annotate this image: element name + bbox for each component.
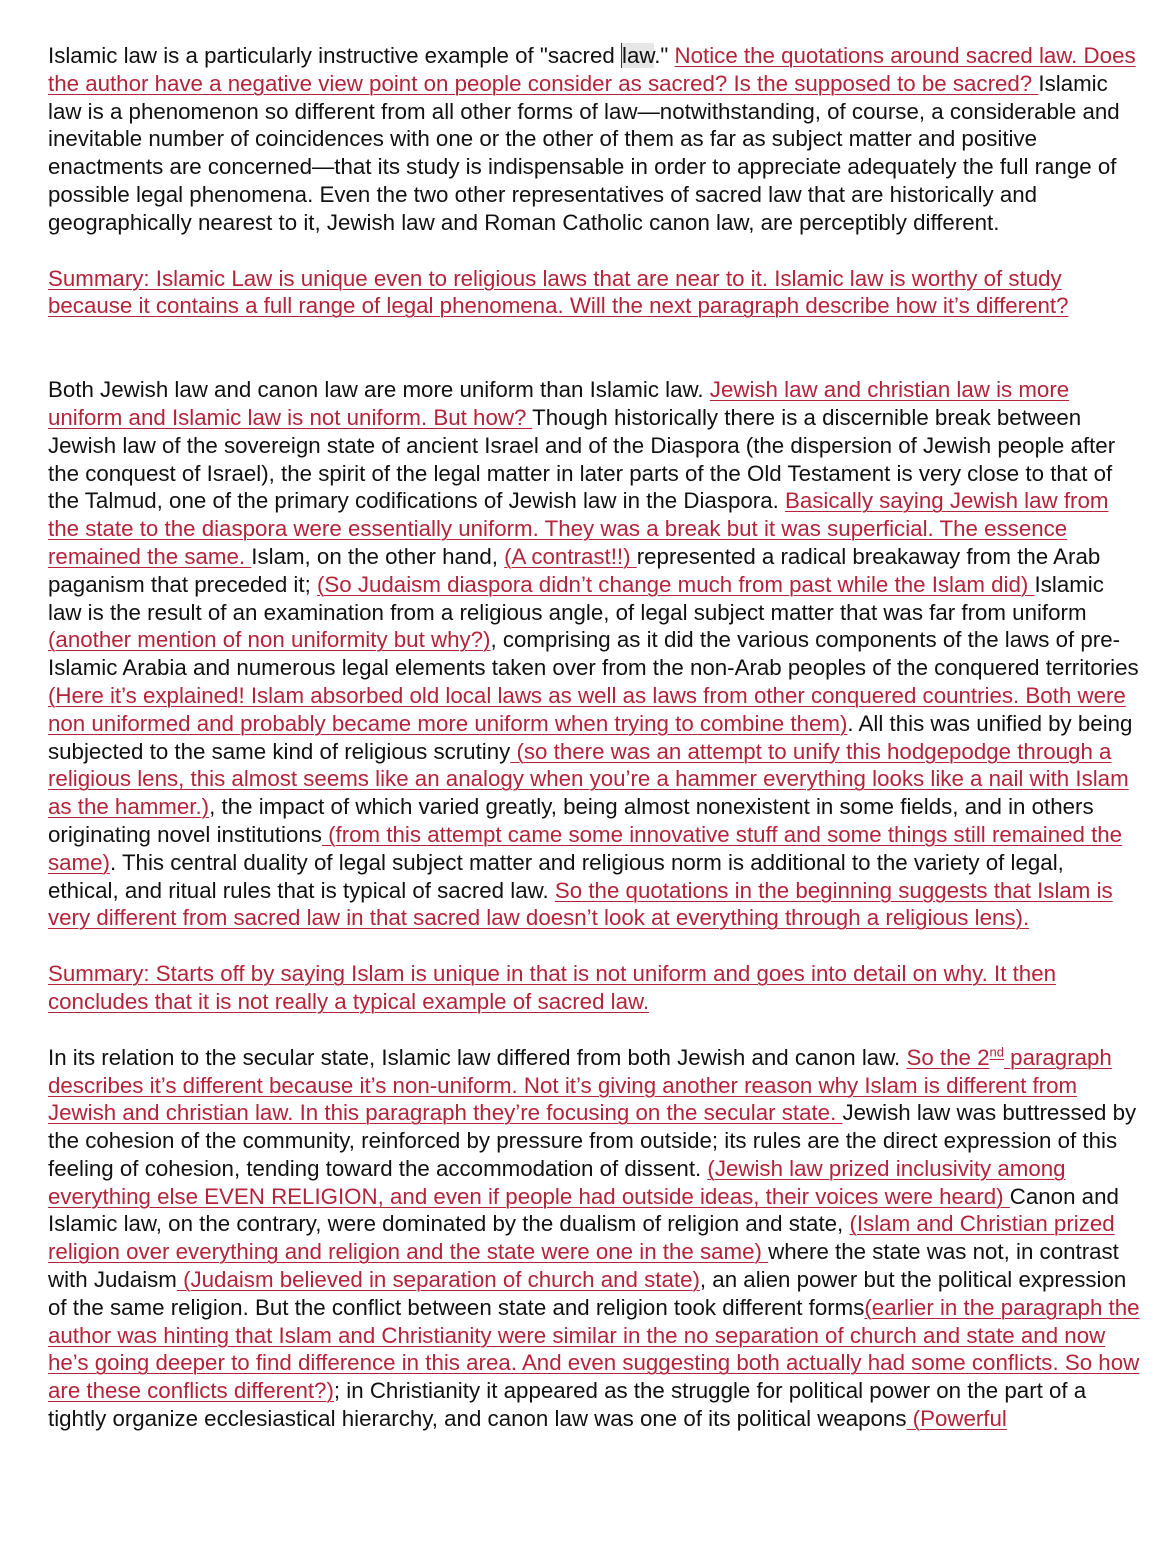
annotation-text: (another mention of non uniformity but why?)	[48, 627, 491, 653]
annotation-text: (earlier in the paragraph the author was hinting that Islam and Christianity were similar in the no separation of church and state and now he’s going deeper to find difference in this area. And even suggesting both actually had some conflicts. So how are these conflicts different?)	[48, 1294, 1140, 1404]
annotation-text: (Jewish law prized inclusivity among everything else EVEN RELIGION, and even if people had outside ideas, their voices were heard)	[48, 1155, 1066, 1209]
cursor-highlight: law	[621, 43, 655, 68]
annotation-text: Jewish law and christian law is more uniform and Islamic law is not uniform. But how?	[48, 377, 1070, 430]
body-text: Islamic law is a phenomenon so different from all other forms of law—notwithstanding, of course, a considerable and inevitable number of coincidences with one or the other of them as far as subject matter and positive enactments are concerned—that its study is indispensable in order to appreciate adequately the full range of possible legal phenomena. Even the two other representatives of sacred law that are historically and geographically nearest to it, Jewish law and Roman Catholic canon law, are perceptibly different.	[48, 70, 1120, 235]
summary-1	[48, 265, 1140, 321]
body-text: where the state was not, in contrast with Judaism	[48, 1239, 1119, 1293]
body-text: In its relation to the secular state, Islamic law differed from both Jewish and canon law.	[48, 1044, 907, 1070]
spacer	[48, 1016, 1140, 1044]
body-text: . All this was unified by being subjected to the same kind of religious scrutiny	[48, 710, 1133, 764]
body-text: , an alien power but the political expression of the same religion. But the conflict between state and religion took different forms	[48, 1267, 1127, 1320]
summary-2	[48, 960, 1140, 1016]
body-text: represented a radical breakaway from the Arab paganism that preceded it;	[48, 543, 1101, 597]
annotation-text: paragraph describes it’s different because it’s non-uniform. Not it’s giving another reason why Islam is different from Jewish and christian law. In this paragraph they’re focusing on the secular state.	[48, 1044, 1112, 1126]
spacer	[48, 237, 1140, 265]
body-text: Canon and Islamic law, on the contrary, were dominated by the dualism of religion and state,	[48, 1183, 1119, 1237]
annotation-text: (Here it’s explained! Islam absorbed old local laws as well as laws from other conquered countries. Both were non uniformed and probably became more uniform when trying to combine them)	[48, 682, 1126, 736]
body-text: , comprising as it did the various components of the laws of pre-Islamic Arabia and numerous legal elements taken over from the non-Arab peoples of the conquered territories	[48, 627, 1139, 681]
paragraph-1	[48, 42, 1140, 237]
spacer	[48, 932, 1140, 960]
annotation-text: Notice the quotations around sacred law. Does the author have a negative view point on people consider as sacred? Is the supposed to be sacred?	[48, 43, 1136, 96]
annotation-text: (so there was an attempt to unify this hodgepodge through a religious lens, this almost seems like an analogy when you’re a hammer everything looks like a nail with Islam as the hammer.)	[48, 738, 1129, 820]
document-page	[48, 42, 1140, 1433]
annotation-text: Summary: Starts off by saying Islam is unique in that is not uniform and goes into detail on why. It then concludes that it is not really a typical example of sacred law.	[48, 961, 1057, 1014]
annotation-text: (from this attempt came some innovative stuff and some things still remained the same)	[48, 821, 1123, 875]
body-text: ; in Christianity it appeared as the struggle for political power on the part of a tightly organize ecclesiastical hierarchy, and canon law was one of its political weapons	[48, 1378, 1087, 1432]
paragraph-3	[48, 1044, 1140, 1433]
body-text: , the impact of which varied greatly, being almost nonexistent in some fields, and in others originating novel institutions	[48, 794, 1094, 847]
annotation-text: So the 2	[906, 1044, 990, 1070]
spacer	[48, 320, 1140, 376]
annotation-text: (A contrast!!)	[504, 543, 637, 569]
annotation-text: (So Judaism diaspora didn’t change much from past while the Islam did)	[316, 571, 1035, 597]
annotation-text: (Judaism believed in separation of church and state)	[176, 1267, 700, 1293]
body-text: Jewish law was buttressed by the cohesion of the community, reinforced by pressure from outside; its rules are the direct expression of this feeling of cohesion, tending toward the accommodation of dissent.	[48, 1100, 1137, 1181]
body-text: . This central duality of legal subject matter and religious norm is additional to the variety of legal, ethical, and ritual rules that is typical of sacred law.	[48, 849, 1064, 903]
body-text: Islamic law is a particularly instructive example of "sacred	[48, 43, 621, 68]
paragraph-2	[48, 376, 1140, 932]
annotation-text: Summary: Islamic Law is unique even to religious laws that are near to it. Islamic law is worthy of study because it contains a full range of legal phenomena. Will the next paragraph describe how it’s different?	[48, 265, 1069, 319]
annotation-text: nd	[989, 1044, 1004, 1060]
body-text: Though historically there is a discernible break between Jewish law of the sovereign state of ancient Israel and of the Diaspora (the dispersion of Jewish people after the conquest of Israel), the spirit of the legal matter in later parts of the Old Testament is very close to that of the Talmud, one of the primary codifications of Jewish law in the Diaspora.	[48, 404, 1116, 514]
body-text: Islamic law is the result of an examination from a religious angle, of legal subject matter that was far from uniform	[48, 571, 1104, 625]
body-text: Both Jewish law and canon law are more uniform than Islamic law.	[48, 377, 710, 403]
body-text: ."	[654, 43, 675, 68]
annotation-text: (Powerful	[906, 1406, 1007, 1432]
annotation-text: Basically saying Jewish law from the state to the diaspora were essentially uniform. They was a break but it was superficial. The essence remained the same.	[48, 488, 1109, 569]
body-text: Islam, on the other hand,	[251, 543, 505, 569]
annotation-text: (Islam and Christian prized religion over everything and religion and the state were one in the same)	[48, 1211, 1115, 1265]
annotation-text: So the quotations in the beginning suggests that Islam is very different from sacred law in that sacred law doesn’t look at everything through a religious lens).	[48, 877, 1113, 931]
